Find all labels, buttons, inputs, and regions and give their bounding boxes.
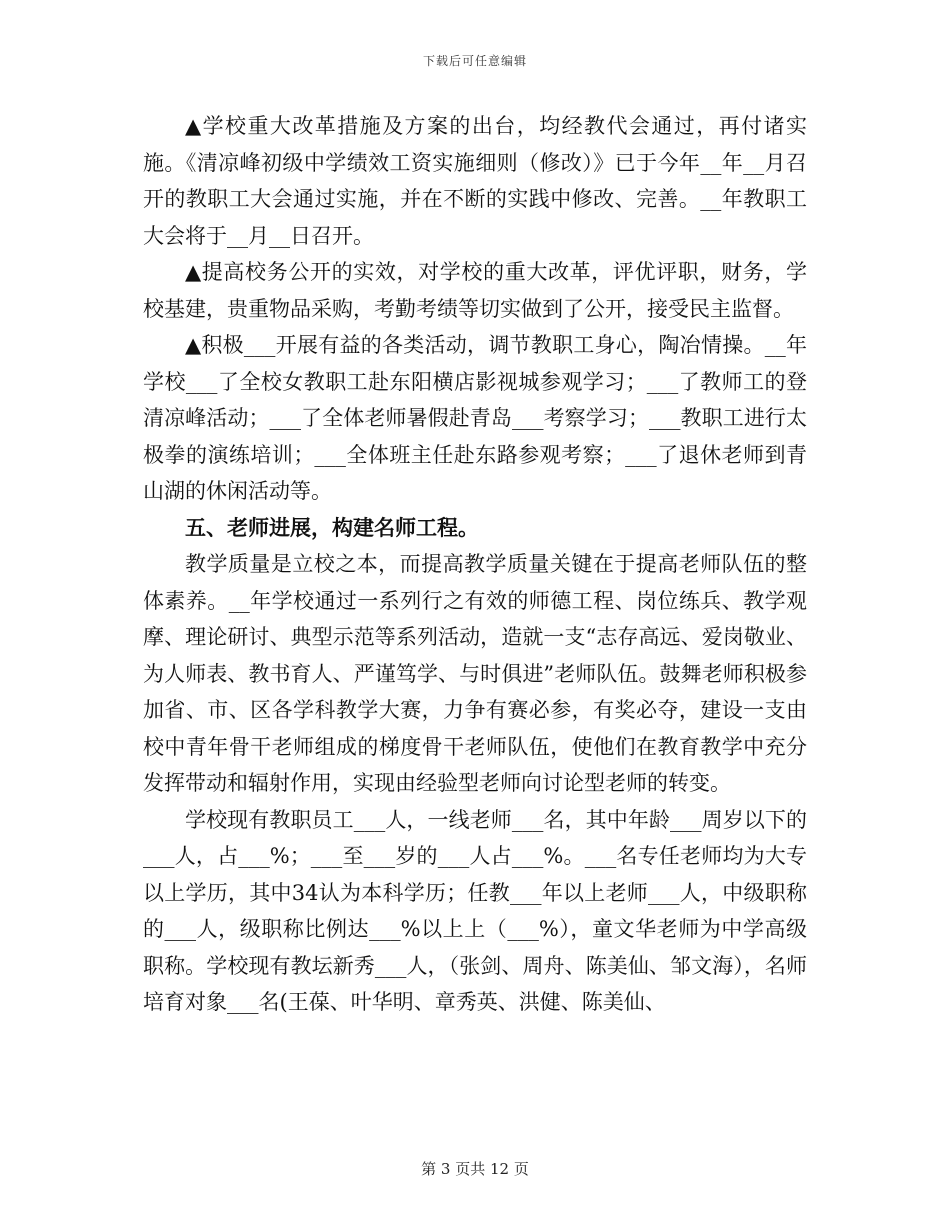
paragraph-reform-measures: ▲学校重大改革措施及方案的出台，均经教代会通过，再付诸实施。《清凉峰初级中学绩效工资实施细则（修改）》已于今年__年__月召开的教职工大会通过实施，并在不断的实践中修改、完善。__年教职工大会将于__月__日召开。 (143, 114, 807, 248)
section-heading: 五、老师进展，构建名师工程。 (185, 514, 479, 540)
paragraph-school-affairs-openness: ▲提高校务公开的实效，对学校的重大改革，评优评职，财务，学校基建，贵重物品采购，考勤考绩等切实做到了公开，接受民主监督。 (143, 260, 807, 321)
page-header: 下载后可任意编辑 (422, 54, 527, 68)
page-footer: 第 3 页共 12 页 (421, 1160, 529, 1178)
paragraph-teaching-quality: 教学质量是立校之本，而提高教学质量关键在于提高老师队伍的整体素养。__年学校通过一系列行之有效的师德工程、岗位练兵、教学观摩、理论研讨、典型示范等系列活动，造就一支“志存高远、爱岗敬业、为人师表、教书育人、严谨笃学、与时俱进”老师队伍。鼓舞老师积极参加省、市、区各学科教学大赛，力争有赛必参，有奖必夺，建设一支由校中青年骨干老师组成的梯度骨干老师队伍，使他们在教育教学中充分发挥带动和辐射作用，实现由经验型老师向讨论型老师的转变。 (143, 552, 807, 795)
paragraph-staff-activities: ▲积极___开展有益的各类活动，调节教职工身心，陶冶情操。__年学校___了全校女教职工赴东阳横店影视城参观学习；___了教师工的登清凉峰活动；___了全体老师暑假赴青岛___考察学习；___教职工进行太极拳的演练培训；___全体班主任赴东路参观考察；___了退休老师到青山湖的休闲活动等。 (143, 333, 807, 503)
document-body (143, 108, 807, 1021)
paragraph-staff-statistics: 学校现有教职员工___人，一线老师___名，其中年龄___周岁以下的___人，占___%；___至___岁的___人占___%。___名专任老师均为大专以上学历，其中34认为本科学历；任教___年以上老师___人，中级职称的___人，级职称比例达___%以上上（___%），童文华老师为中学高级职称。学校现有教坛新秀___人，（张剑、周舟、陈美仙、邹文海），名师培育对象___名(王葆、叶华明、章秀英、洪健、陈美仙、 (143, 807, 807, 1014)
